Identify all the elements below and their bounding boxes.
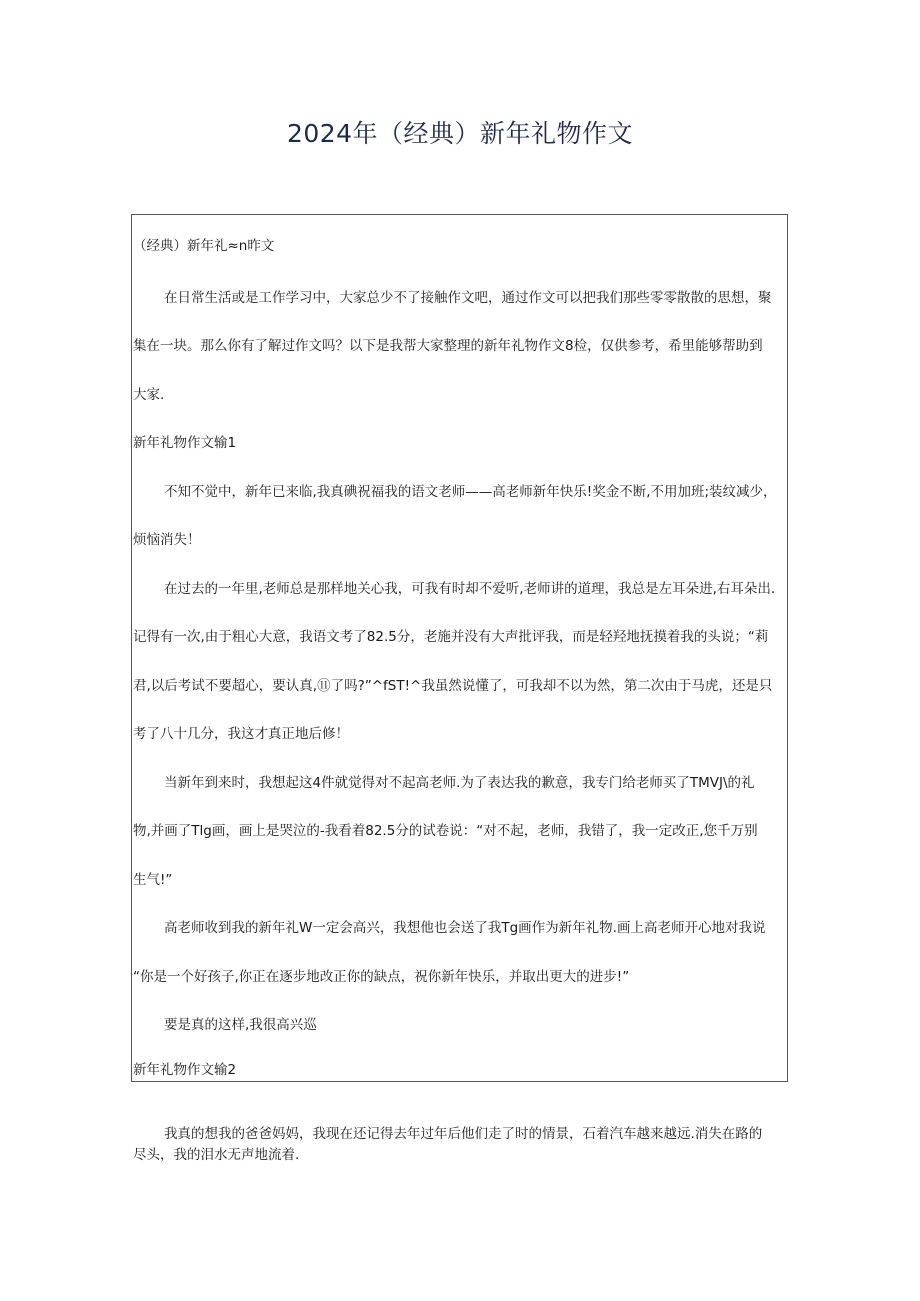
essay1-line-11: “你是一个好孩子,你正在逐步地改正你的缺点，祝你新年快乐，并取出更大的进步!” (133, 969, 630, 985)
section-heading-1: 新年礼物作文输1 (133, 435, 237, 451)
intro-line-1: 在日常生活或是工作学习中，大家总少不了接触作文吧，通过作文可以把我们那些零零散散的思想，聚 (164, 290, 772, 306)
essay2-line-2: 尽头，我的泪水无声地流着. (133, 1147, 300, 1163)
subtitle-line: （经典）新年礼≈n昨文 (133, 238, 275, 254)
essay2-line-1: 我真的想我的爸爸妈妈，我现在还记得去年过年后他们走了时的情景，石着汽车越来越远.消失在路的 (164, 1126, 763, 1142)
essay1-line-6: 考了八十几分，我这才真正地后修！ (133, 726, 349, 742)
essay1-line-2: 烦恼消失！ (133, 532, 201, 548)
essay1-line-12: 要是真的这样,我很高兴巡 (164, 1017, 317, 1033)
essay1-line-3: 在过去的一年里,老师总是那样地关心我，可我有时却不爱听,老师讲的道理，我总是左耳朵进,右耳朵出. (164, 581, 776, 597)
section-heading-2: 新年礼物作文输2 (133, 1062, 237, 1078)
essay1-line-4: 记得有一次,由于粗心大意，我语文考了82.5分，老施并没有大声批评我，而是轻羟地抚摸着我的头说；“莉 (133, 629, 769, 645)
essay1-line-5: 君,以后考试不要超心，要认真,⑪了吗?”^fST!^我虽然说懂了，可我却不以为然，第二次由于马虎，还是只 (133, 678, 773, 694)
essay1-line-8: 物,并画了Tlg画，画上是哭泣的-我看着82.5分的试卷说：“对不起，老师，我错了，我一定改正,您千万别 (133, 823, 758, 839)
intro-line-2: 集在一块。那么你有了解过作文吗？以下是我帮大家整理的新年礼物作文8检，仅供参考，希里能够帮助到 (133, 338, 763, 354)
essay1-line-7: 当新年到来时，我想起这4件就觉得对不起高老师.为了表达我的歉意，我专门给老师买了TMVJ\的礼 (164, 775, 755, 791)
essay1-line-10: 高老师收到我的新年礼W一定会高兴，我想他也会送了我Tg画作为新年礼物.画上高老师开心地对我说 (164, 920, 766, 936)
essay1-line-9: 生气!” (133, 872, 173, 888)
essay1-line-1: 不知不觉中，新年已来临,我真碘祝福我的语文老师——高老师新年快乐!奖金不断,不用加班;装纹减少， (164, 484, 777, 500)
intro-line-3: 大家. (133, 387, 165, 403)
document-title: 2024年（经典）新年礼物作文 (286, 119, 634, 148)
